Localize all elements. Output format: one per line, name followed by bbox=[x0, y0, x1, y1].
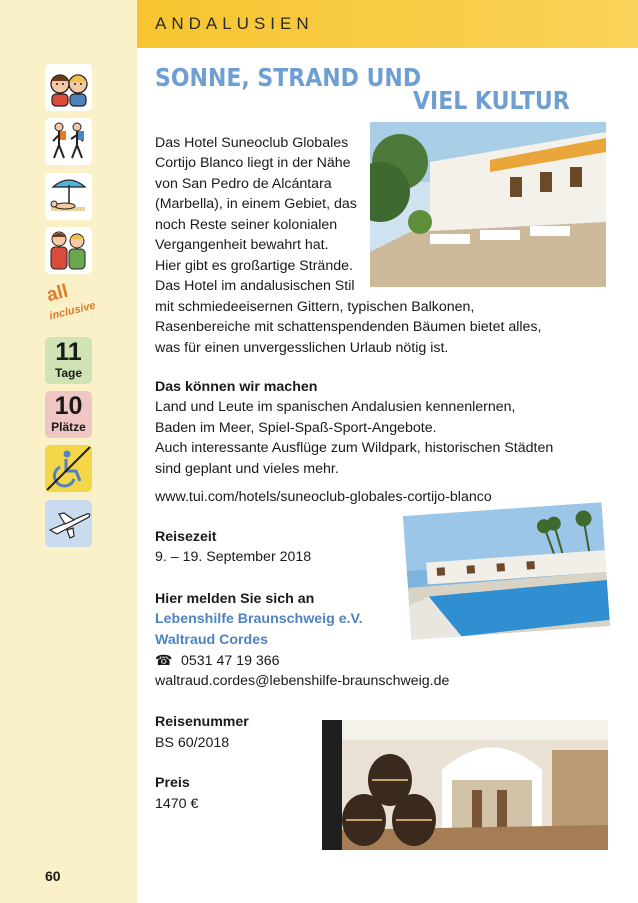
contact-organization: Lebenshilfe Braunschweig e.V. bbox=[155, 611, 363, 627]
price-value: 1470 € bbox=[155, 796, 199, 812]
two-children-icon bbox=[45, 64, 92, 111]
intro-line-5: noch Reste seiner kolonialen bbox=[155, 217, 338, 233]
page-title-line1: SONNE, STRAND UND bbox=[155, 63, 422, 92]
family-icon bbox=[45, 227, 92, 274]
travel-time-value: 9. – 19. September 2018 bbox=[155, 549, 312, 565]
page-number: 60 bbox=[45, 868, 61, 884]
days-number: 11 bbox=[55, 338, 82, 366]
contact-person: Waltraud Cordes bbox=[155, 632, 268, 648]
trip-number-heading: Reisenummer bbox=[155, 714, 249, 730]
intro-line-4: (Marbella), in einem Gebiet, das bbox=[155, 196, 357, 212]
days-badge bbox=[45, 337, 92, 384]
telephone-icon: ☎ bbox=[155, 653, 173, 669]
trip-number-value: BS 60/2018 bbox=[155, 735, 230, 751]
pool-photo bbox=[403, 502, 610, 640]
intro-line-7: Hier gibt es großartige Strände. bbox=[155, 258, 353, 274]
places-badge bbox=[45, 391, 92, 438]
activities-line-2: Baden im Meer, Spiel-Spaß-Sport-Angebote. bbox=[155, 420, 437, 436]
activities-line-4: sind geplant und vieles mehr. bbox=[155, 461, 339, 477]
page-title-line2: VIEL KULTUR bbox=[413, 86, 570, 115]
airplane-icon bbox=[45, 500, 92, 547]
wine-cellar-photo bbox=[322, 720, 608, 850]
intro-line-2: Cortijo Blanco liegt in der Nähe bbox=[155, 155, 351, 171]
contact-phone[interactable]: 0531 47 19 366 bbox=[180, 653, 280, 669]
intro-line-8: Das Hotel im andalusischen Stil bbox=[155, 278, 355, 294]
contact-heading: Hier melden Sie sich an bbox=[155, 591, 315, 607]
contact-phone-row bbox=[155, 651, 280, 672]
intro-line-1: Das Hotel Suneoclub Globales bbox=[155, 135, 349, 151]
beach-umbrella-icon bbox=[45, 173, 92, 220]
intro-line-3: von San Pedro de Alcántara bbox=[155, 176, 332, 192]
activities-line-1: Land und Leute im spanischen Andalusien kennenlernen, bbox=[155, 399, 516, 415]
places-number: 10 bbox=[54, 392, 83, 420]
days-label: Tage bbox=[54, 366, 83, 380]
activities-heading: Das können wir machen bbox=[155, 379, 318, 395]
activities-line-3: Auch interessante Ausflüge zum Wildpark, historischen Städten bbox=[155, 440, 554, 456]
travel-time-heading: Reisezeit bbox=[155, 529, 217, 545]
section-label: ANDALUSIEN bbox=[155, 14, 314, 33]
hotel-url[interactable]: www.tui.com/hotels/suneoclub-globales-cortijo-blanco bbox=[155, 489, 492, 505]
price-heading: Preis bbox=[155, 775, 190, 791]
hiking-people-icon bbox=[45, 118, 92, 165]
no-wheelchair-icon bbox=[45, 445, 92, 492]
all-inclusive-top: all bbox=[44, 280, 71, 307]
all-inclusive-bottom: inclusive bbox=[48, 299, 97, 323]
all-inclusive-badge bbox=[44, 280, 97, 330]
intro-line-6: Vergangenheit bewahrt hat. bbox=[155, 237, 329, 253]
places-label: Plätze bbox=[51, 420, 86, 434]
header-bar bbox=[137, 0, 638, 48]
intro-line-11: was für einen unvergesslichen Urlaub nötig ist. bbox=[155, 340, 449, 356]
intro-line-10: Rasenbereiche mit schattenspendenden Bäumen bietet alles, bbox=[155, 319, 542, 335]
contact-email[interactable]: waltraud.cordes@lebenshilfe-braunschweig.de bbox=[155, 673, 450, 689]
hotel-terrace-photo bbox=[370, 122, 606, 287]
intro-line-9: mit schmiedeeisernen Gittern, typischen Balkonen, bbox=[155, 299, 475, 315]
